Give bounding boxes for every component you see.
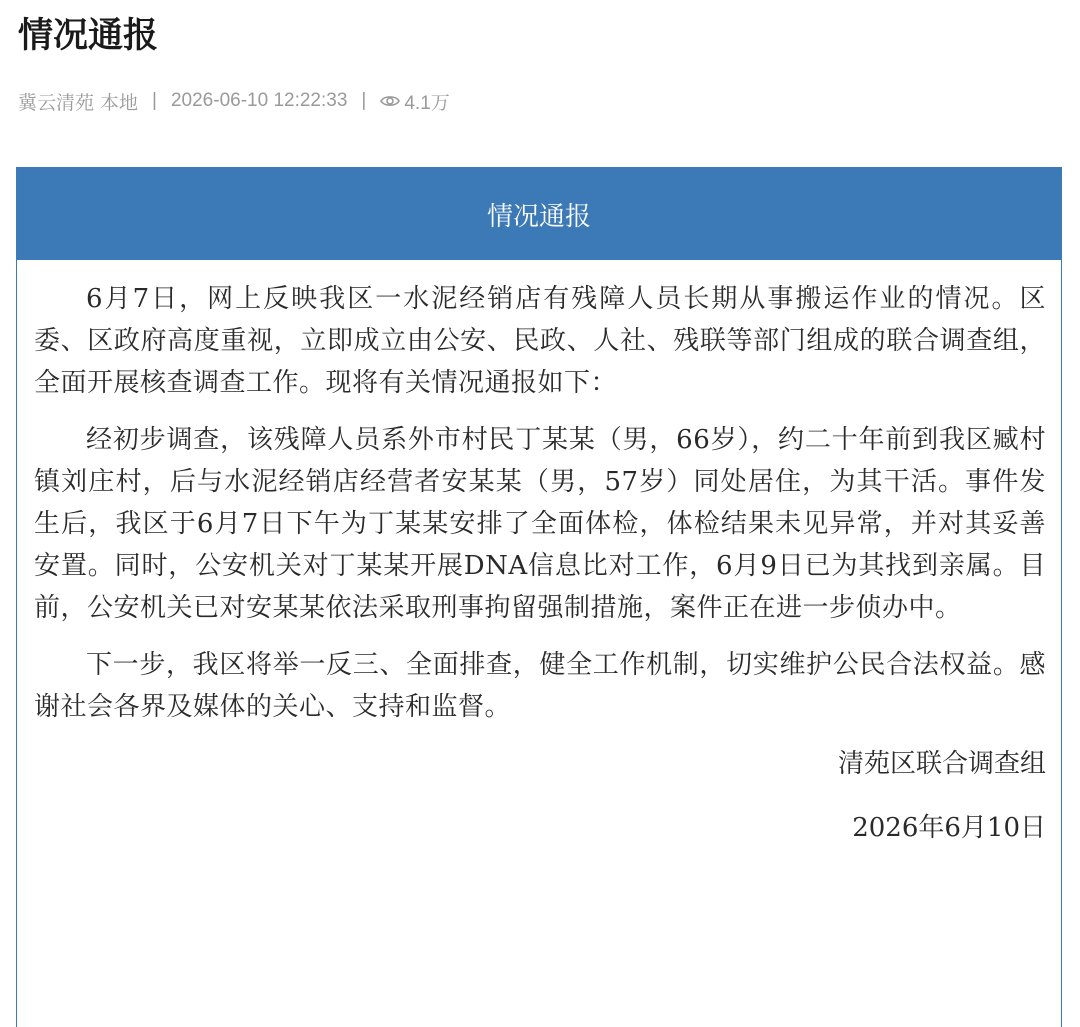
meta-separator: | xyxy=(361,90,367,111)
notice-paragraph: 6月7日，网上反映我区一水泥经销店有残障人员长期从事搬运作业的情况。区委、区政府高度重视，立即成立由公安、民政、人社、残联等部门组成的联合调查组，全面开展核查调查工作。现将有关情况通报如下： xyxy=(34,284,1046,398)
article-datetime: 2026-06-10 12:22:33 xyxy=(170,90,348,111)
notice-header: 情况通报 xyxy=(17,168,1061,260)
notice-box xyxy=(16,167,1062,1027)
eye-icon xyxy=(380,94,400,108)
meta-separator: | xyxy=(152,90,157,111)
signature-org: 清苑区联合调查组 xyxy=(837,749,1046,779)
view-count-value: 4.1万 xyxy=(404,92,450,114)
notice-paragraph: 下一步，我区将举一反三、全面排查，健全工作机制，切实维护公民合法权益。感谢社会各界及媒体的关心、支持和监督。 xyxy=(34,650,1046,722)
article-meta xyxy=(18,87,450,115)
signature-date: 2026年6月10日 xyxy=(852,813,1046,843)
notice-body xyxy=(34,278,1046,849)
article-source[interactable]: 冀云清苑 本地 xyxy=(18,91,139,114)
view-count xyxy=(380,88,449,115)
notice-paragraph: 经初步调查，该残障人员系外市村民丁某某（男，66岁），约二十年前到我区臧村镇刘庄村，后与水泥经销店经营者安某某（男，57岁）同处居住，为其干活。事件发生后，我区于6月7日下午为丁某某安排了全面体检，体检结果未见异常，并对其妥善安置。同时，公安机关对丁某某开展DNA信息比对工作，6月9日已为其找到亲属。目前，公安机关已对安某某依法采取刑事拘留强制措施，案件正在进一步侦办中。 xyxy=(34,425,1046,623)
page-title: 情况通报 xyxy=(18,16,159,56)
